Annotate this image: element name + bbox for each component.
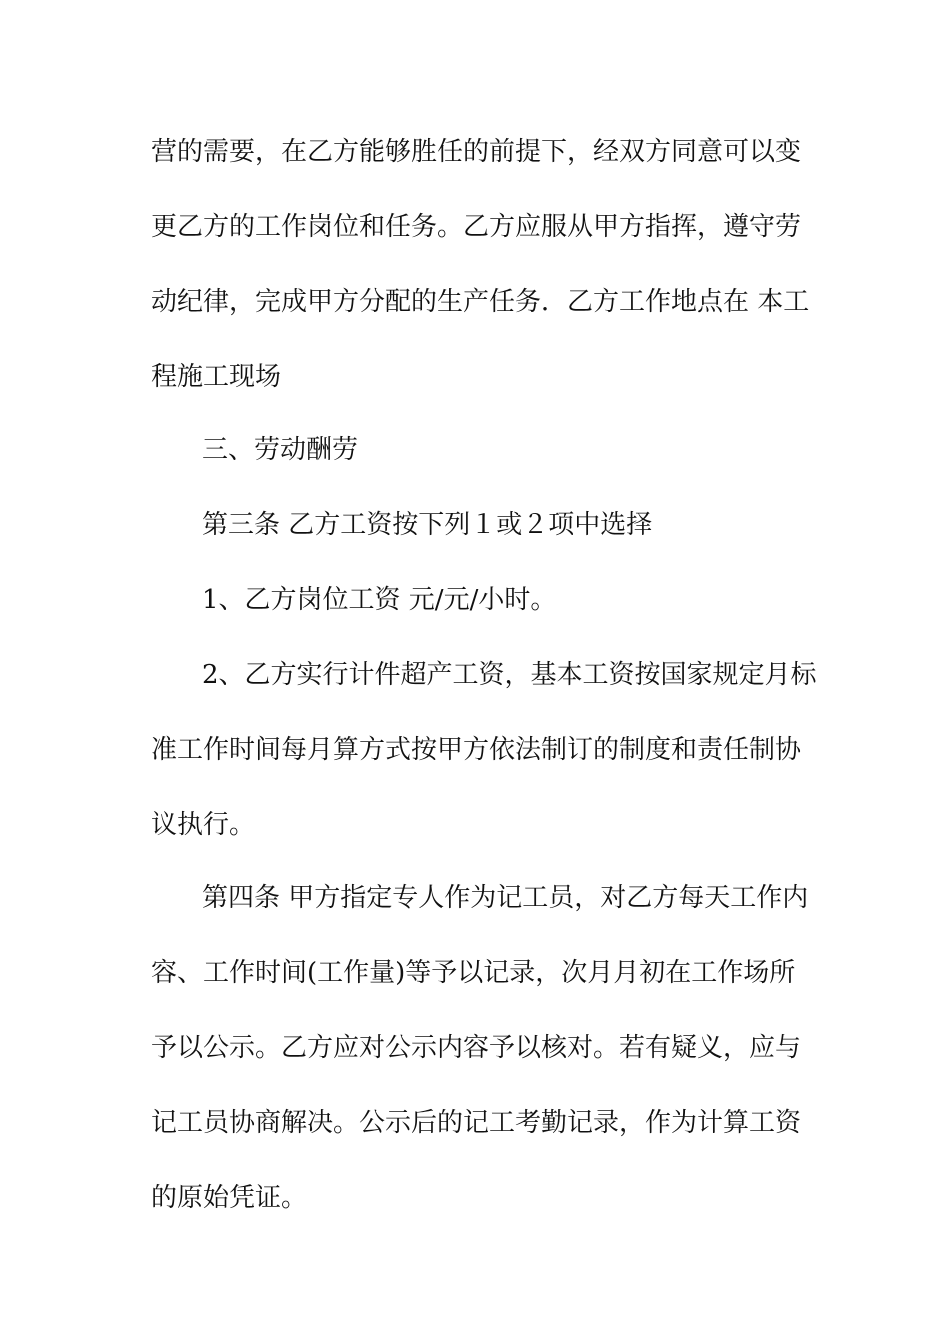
text-line: 更乙方的工作岗位和任务。乙方应服从甲方指挥，遵守劳	[151, 212, 802, 242]
section-heading: 三、劳动酬劳	[202, 435, 359, 465]
list-item: 2、乙方实行计件超产工资，基本工资按国家规定月标	[202, 660, 817, 690]
text-line: 准工作时间每月算方式按甲方依法制订的制度和责任制协	[151, 735, 802, 765]
text-line: 动纪律，完成甲方分配的生产任务．乙方工作地点在 本工	[151, 287, 810, 317]
text-line: 容、工作时间(工作量)等予以记录，次月月初在工作场所	[151, 958, 796, 988]
text-line: 程施工现场	[151, 362, 282, 392]
text-line: 予以公示。乙方应对公示内容予以核对。若有疑义，应与	[151, 1033, 802, 1063]
article-heading: 第四条 甲方指定专人作为记工员，对乙方每天工作内	[202, 883, 809, 913]
text-line: 记工员协商解决。公示后的记工考勤记录，作为计算工资	[151, 1108, 802, 1138]
list-item: 1、乙方岗位工资 元/元/小时。	[202, 585, 557, 615]
text-line: 的原始凭证。	[151, 1183, 308, 1213]
text-line: 议执行。	[151, 810, 256, 840]
article-heading: 第三条 乙方工资按下列１或２项中选择	[202, 510, 653, 540]
text-line: 营的需要，在乙方能够胜任的前提下，经双方同意可以变	[151, 137, 802, 167]
